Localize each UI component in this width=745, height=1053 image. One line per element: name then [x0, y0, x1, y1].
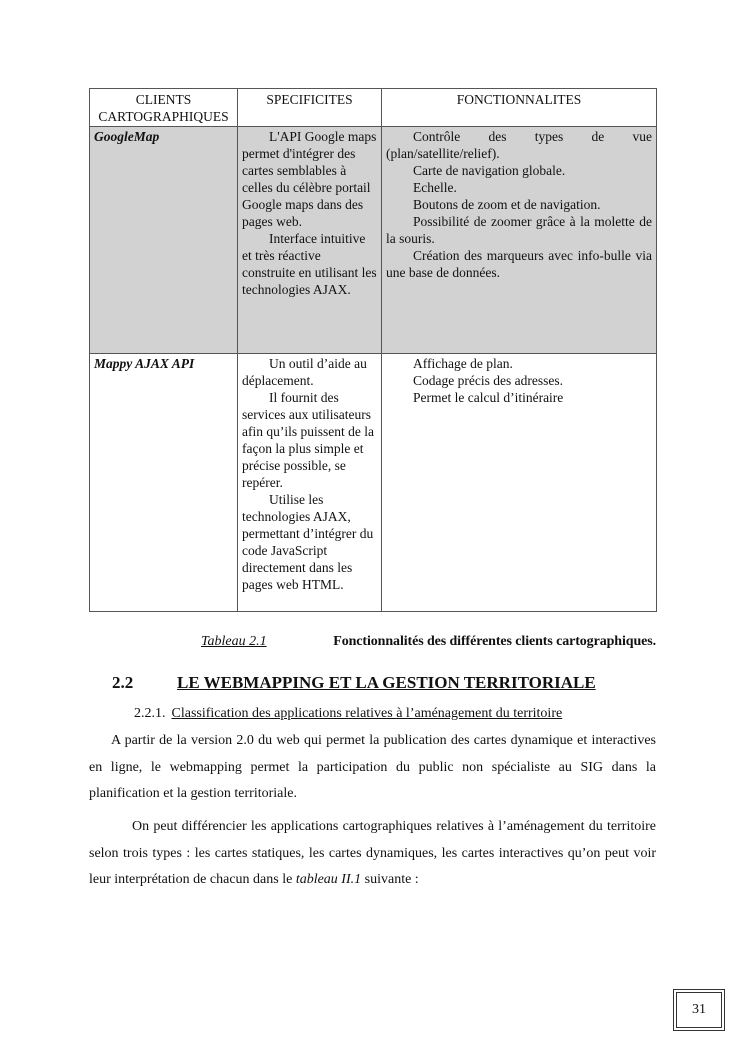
subsection-heading: [134, 706, 562, 722]
fonctionnalite-text: Codage précis des adresses.: [413, 373, 563, 388]
page-number: 31: [676, 992, 722, 1028]
fonctionnalite-text: Affichage de plan.: [413, 356, 513, 371]
specificite-text: Un outil d’aide au déplacement.: [242, 356, 367, 388]
paragraph-text: suivante :: [361, 872, 419, 887]
section-title: LE WEBMAPPING ET LA GESTION TERRITORIALE: [177, 673, 596, 692]
table-row: [90, 354, 657, 612]
header-fonctionnalites: FONCTIONNALITES: [382, 89, 657, 127]
clients-table: [89, 88, 657, 612]
subsection-title: Classification des applications relatives à l’aménagement du territoire: [171, 706, 563, 721]
body-paragraph: A partir de la version 2.0 du web qui permet la publication des cartes dynamique et interactives en ligne, le webmapping permet la participation du public non spécialiste au SIG dans la planification et la gestion territoriale.: [89, 733, 656, 801]
client-name: Mappy AJAX API: [94, 356, 195, 371]
fonctionnalite-text: Boutons de zoom et de navigation.: [413, 197, 601, 212]
fonctionnalites-cell: [382, 354, 657, 612]
header-clients: CLIENTS CARTOGRAPHIQUES: [90, 89, 238, 127]
fonctionnalite-text: Permet le calcul d’itinéraire: [413, 390, 564, 405]
client-name: GoogleMap: [94, 129, 160, 144]
fonctionnalite-text: Possibilité de zoomer grâce à la molette de la souris.: [386, 214, 652, 246]
specificite-text: Il fournit des services aux utilisateurs afin qu’ils puissent de la façon la plus simple et précise possible, se repérer.: [242, 390, 374, 490]
header-specificites: SPECIFICITES: [238, 89, 382, 127]
fonctionnalite-text: Carte de navigation globale.: [413, 163, 566, 178]
specificite-text: L'API Google maps permet d'intégrer des cartes semblables à celles du célèbre portail Google maps dans des pages web.: [242, 129, 377, 229]
table-reference: tableau II.1: [295, 872, 362, 887]
table-caption: [89, 634, 656, 654]
specificites-cell: [238, 127, 382, 354]
fonctionnalite-text: Création des marqueurs avec info-bulle via une base de données.: [386, 248, 652, 280]
specificite-text: Utilise les technologies AJAX, permettant d’intégrer du code JavaScript directement dans les pages web HTML.: [242, 492, 374, 592]
client-cell: [90, 127, 238, 354]
body-paragraph: [89, 814, 656, 894]
fonctionnalite-text: Contrôle des types de vue (plan/satellite/relief).: [386, 129, 652, 161]
fonctionnalite-text: Echelle.: [413, 180, 457, 195]
specificite-text: Interface intuitive et très réactive construite en utilisant les technologies AJAX.: [242, 231, 377, 297]
table-row: [90, 127, 657, 354]
subsection-number: 2.2.1.: [134, 706, 166, 721]
paragraph-text: On peut différencier les applications cartographiques relatives à l’aménagement du territoire selon trois types : les cartes statiques, les cartes dynamiques, les cartes interactives qu’on peut voir leur interprétation de chacun dans le: [89, 819, 656, 887]
client-cell: [90, 354, 238, 612]
specificites-cell: [238, 354, 382, 612]
caption-title: Fonctionnalités des différentes clients cartographiques.: [333, 634, 656, 649]
caption-number: Tableau 2.1: [201, 634, 267, 649]
section-number: 2.2: [112, 673, 134, 692]
table-header-row: [90, 89, 657, 127]
fonctionnalites-cell: [382, 127, 657, 354]
